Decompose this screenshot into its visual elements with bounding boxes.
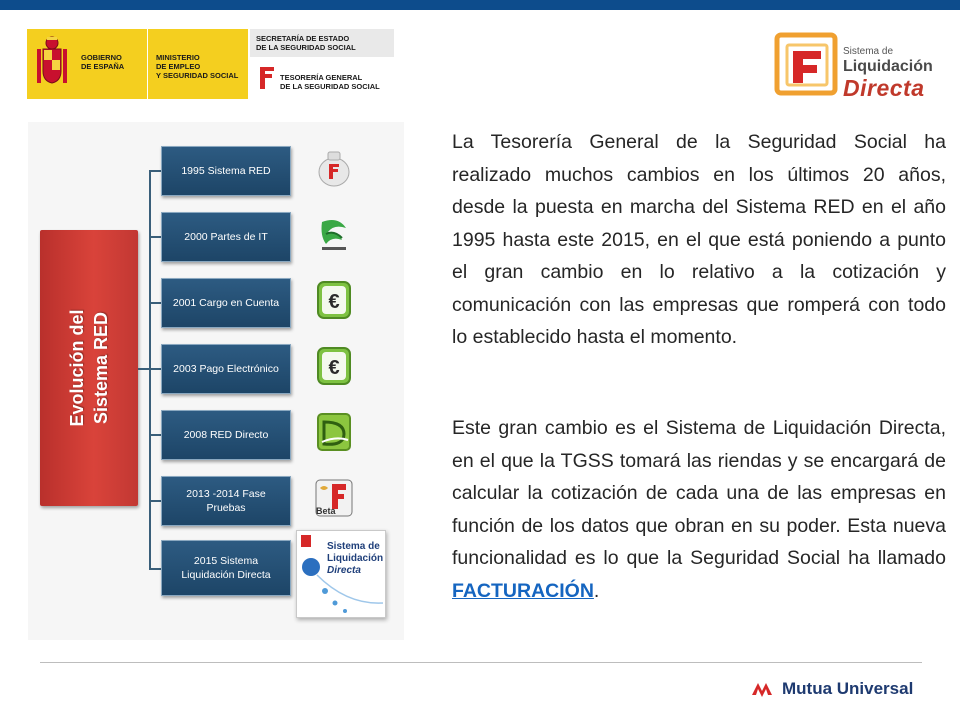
inss-logo-icon [314, 214, 354, 254]
timeline-step-1995: 1995 Sistema RED [161, 146, 291, 196]
sld-logo-line2: Liquidación [843, 58, 933, 75]
connector-line [149, 368, 161, 370]
government-logo [27, 29, 394, 99]
sld-paragraph: Este gran cambio es el Sistema de Liquidación Directa, en el que la TGSS tomará las riendas y se encargará de calcular la cotización de cada una de las empresas en función de los datos que obran en su poder. Esta nueva funcionalidad es lo que la Seguridad Social ha llamado FACTURACIÓN. [452, 417, 946, 602]
sld-logo-line3: Directa [843, 75, 925, 101]
tgss-block: SECRETARÍA DE ESTADO DE LA SEGURIDAD SOCIAL TESORERÍA GENERAL DE LA SEGURIDAD SOCIAL [248, 29, 394, 99]
evolution-title-line2: Sistema RED [91, 311, 111, 425]
connector-line [149, 500, 161, 502]
connector-line [149, 302, 161, 304]
svg-text:€: € [328, 357, 340, 379]
evolution-title-box [40, 230, 138, 506]
footer-brand: Mutua Universal [782, 679, 914, 698]
facturacion-link[interactable]: FACTURACIÓN [452, 579, 594, 602]
beta-label: Beta [316, 506, 336, 516]
ministry-text: MINISTERIO DE EMPLEO Y SEGURIDAD SOCIAL [156, 53, 239, 80]
mutua-universal-mark-icon [752, 681, 776, 697]
sld-logo-line1: Sistema de [843, 46, 894, 57]
tgss-vase-icon [314, 148, 354, 188]
sld-logo [773, 27, 945, 103]
connector-line [149, 434, 161, 436]
connector-line [149, 170, 161, 172]
timeline-spine [149, 170, 151, 570]
timeline-step-2003: 2003 Pago Electrónico [161, 344, 291, 394]
tgss-mark-icon [258, 65, 276, 91]
top-color-bar [0, 0, 960, 10]
mutua-universal-logo [752, 676, 913, 702]
svg-text:€: € [328, 291, 340, 313]
timeline-step-2001: 2001 Cargo en Cuenta [161, 278, 291, 328]
red-directo-icon [314, 412, 354, 452]
evolution-title-line1: Evolución del [67, 309, 87, 427]
spain-coat-of-arms-icon [27, 29, 77, 99]
euro-icon [314, 346, 354, 386]
intro-paragraph: La Tesorería General de la Seguridad Social ha realizado muchos cambios en los últimos 20 años, desde la puesta en marcha del Sistema RED en el año 1995 hasta este 2015, en el que está poniendo a punto el gran cambio en lo relativo a la cotización y comunicación con las empresas que romperá con todo lo establecido hasta el momento. [452, 131, 946, 348]
timeline-step-2013: 2013 -2014 Fase Pruebas [161, 476, 291, 526]
evolution-diagram [28, 122, 404, 640]
timeline-step-2000: 2000 Partes de IT [161, 212, 291, 262]
euro-icon [314, 280, 354, 320]
timeline-step-2008: 2008 RED Directo [161, 410, 291, 460]
gov-col1-text: GOBIERNO DE ESPAÑA [81, 53, 125, 71]
footer-divider [40, 662, 922, 663]
connector-line [149, 236, 161, 238]
timeline-step-2015: 2015 Sistema Liquidación Directa [161, 540, 291, 596]
sld-mark-icon [773, 29, 841, 101]
connector-line [149, 568, 161, 570]
sld-logo-icon: Sistema de Liquidación Directa [296, 530, 386, 618]
